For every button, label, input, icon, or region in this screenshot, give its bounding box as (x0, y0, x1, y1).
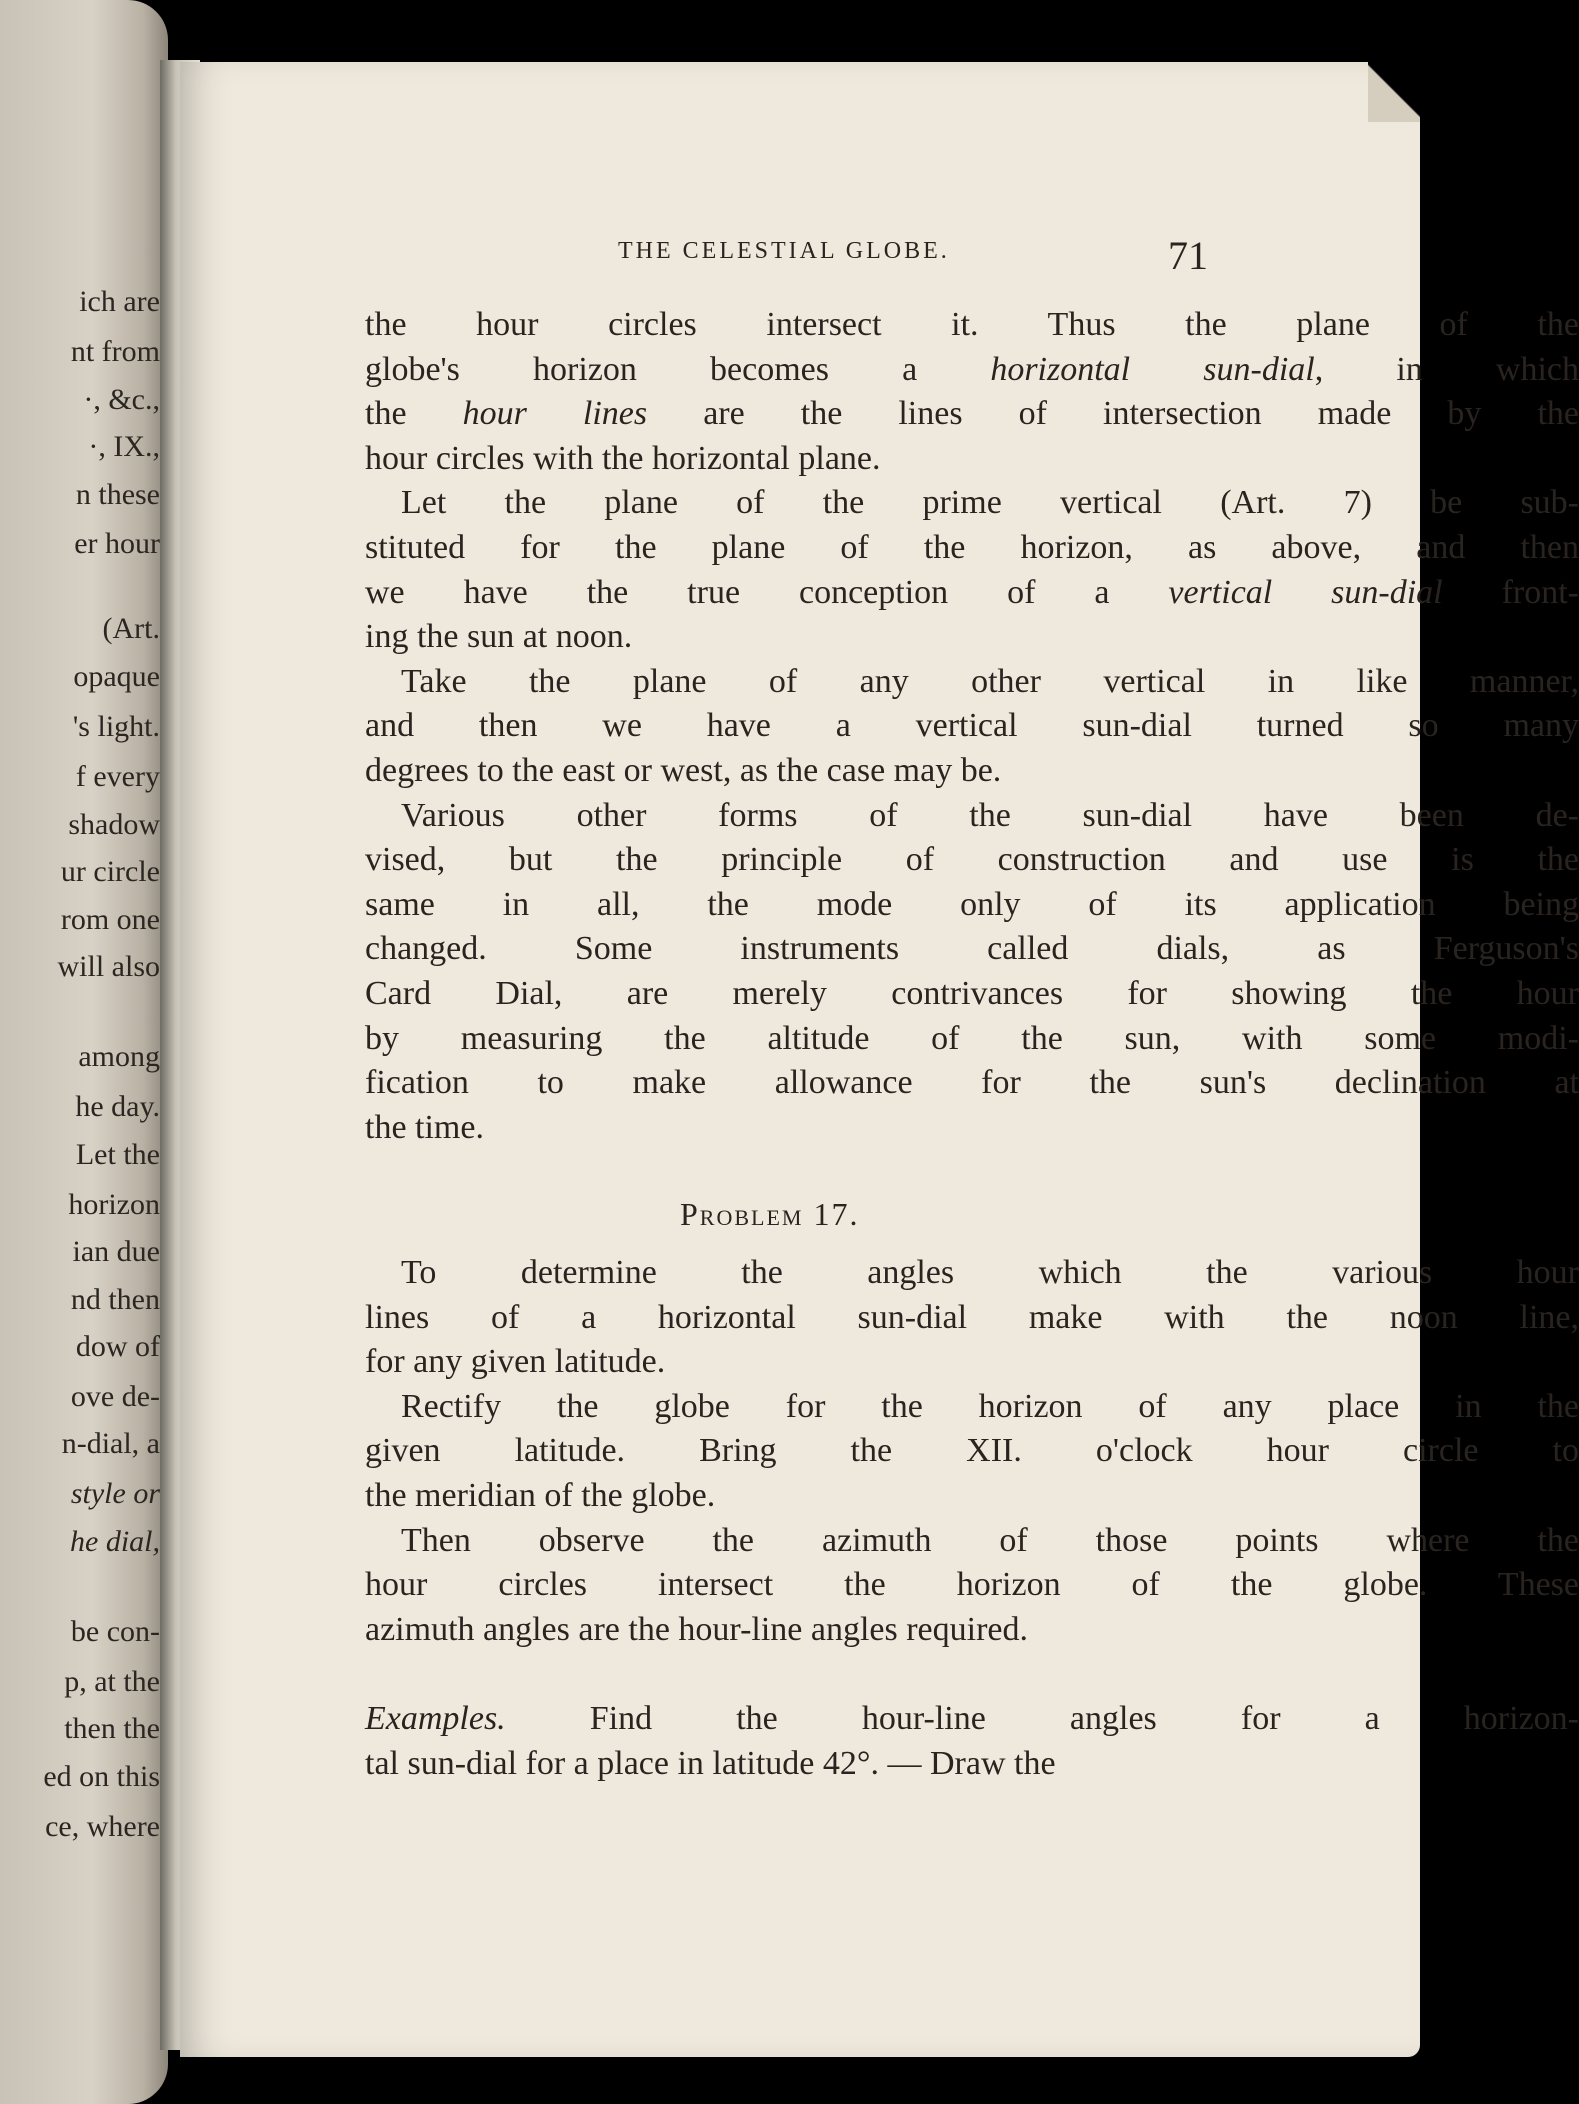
facing-page-fragment: among (78, 1040, 160, 1073)
folded-corner (1368, 62, 1420, 122)
text-line (365, 529, 1579, 567)
facing-page-fragment: ed on this (43, 1760, 160, 1793)
text-run: ing the sun at noon. (365, 618, 633, 656)
italic-term: vertical sun-dial (1168, 573, 1443, 611)
text-line (365, 618, 1579, 656)
text-line (365, 975, 1579, 1013)
facing-page-fragment: ·, IX., (88, 430, 160, 463)
facing-page-fragment: style or (70, 1477, 160, 1510)
text-run: stituted for the plane of the horizon, as above, and then (365, 529, 1579, 566)
facing-page-fragment: rom one (60, 903, 160, 936)
facing-page-fragment: f every (75, 760, 160, 793)
facing-page-fragment: n-dial, a (61, 1427, 160, 1460)
text-line (365, 1299, 1579, 1337)
text-run: degrees to the east or west, as the case may be. (365, 752, 1002, 789)
text-run: front- (1442, 573, 1579, 611)
text-line (365, 440, 1579, 478)
facing-page-fragment: ce, where (45, 1810, 160, 1843)
text-run: fication to make allowance for the sun's declination at (365, 1064, 1579, 1102)
text-line (401, 663, 1579, 701)
text-line (365, 707, 1579, 745)
facing-page-fragment: horizon (68, 1188, 160, 1221)
text-run: Various other forms of the sun-dial have been de- (401, 796, 1579, 834)
text-line (365, 752, 1579, 790)
facing-page-fragment: ·, &c., (83, 383, 160, 416)
facing-page-fragment: will also (57, 950, 160, 983)
text-run: the hour circles intersect it. Thus the plane of the (365, 306, 1579, 343)
text-run: lines of a horizontal sun-dial make with the noon line, (365, 1298, 1579, 1336)
text-line (401, 797, 1579, 835)
text-run: same in all, the mode only of its application being (365, 885, 1579, 923)
text-run: we have the true conception of a (365, 573, 1169, 611)
text-line (365, 574, 1579, 612)
text-run: hour circles intersect the horizon of the globe. These (365, 1566, 1579, 1604)
text-run: Find the hour-line angles for a horizon- (505, 1700, 1579, 1737)
facing-page-fragment: then the (64, 1712, 160, 1745)
facing-page-fragment: he dial, (70, 1525, 160, 1558)
page-number: 71 (1168, 233, 1208, 278)
text-run: hour circles with the horizontal plane. (365, 439, 881, 477)
italic-term: hour lines (462, 395, 648, 433)
text-run: Rectify the globe for the horizon of any place in the (401, 1387, 1579, 1425)
facing-page-edge (0, 0, 168, 2104)
text-run: and then we have a vertical sun-dial turned so many (365, 707, 1579, 745)
facing-page-fragment: 's light. (72, 710, 160, 743)
text-line (365, 1566, 1579, 1604)
text-line (401, 1522, 1579, 1560)
facing-page-fragment: er hour (74, 527, 160, 560)
text-line (365, 351, 1579, 389)
facing-page-fragment: he day. (75, 1090, 160, 1123)
facing-page-fragment: be con- (70, 1615, 160, 1648)
text-run: by measuring the altitude of the sun, with some modi- (365, 1019, 1579, 1057)
text-run: Take the plane of any other vertical in like manner, (401, 662, 1579, 700)
text-line (401, 1388, 1579, 1426)
text-run: To determine the angles which the various hour (401, 1254, 1579, 1291)
text-line (365, 1611, 1579, 1649)
italic-term: horizontal sun-dial (990, 350, 1315, 388)
text-run: for any given latitude. (365, 1343, 666, 1381)
problem-heading: Problem 17. (680, 1196, 860, 1232)
book-page (180, 62, 1579, 2057)
text-run: the meridian of the globe. (365, 1477, 716, 1514)
text-run: Card Dial, are merely contrivances for showing the hour (365, 975, 1579, 1012)
text-line (365, 1064, 1579, 1102)
facing-page-fragment: ian due (72, 1235, 160, 1268)
text-line (365, 841, 1579, 879)
text-line (365, 1745, 1579, 1783)
facing-page-fragment: nt from (70, 335, 160, 368)
text-run: tal sun-dial for a place in latitude 42°. — Draw the (365, 1744, 1056, 1782)
text-run: globe's horizon becomes a (365, 350, 991, 388)
text-line (365, 1109, 1579, 1147)
text-line (365, 1432, 1579, 1470)
text-run: , in which (1314, 350, 1579, 388)
text-line (365, 395, 1579, 433)
text-line (365, 930, 1579, 968)
text-run: Then observe the azimuth of those points where the (401, 1521, 1579, 1559)
facing-page-fragment: (Art. (102, 612, 160, 645)
text-line (365, 1700, 1579, 1738)
text-run: the (365, 395, 463, 433)
text-line (365, 306, 1579, 344)
text-run: azimuth angles are the hour-line angles required. (365, 1610, 1028, 1648)
facing-page-fragment: Let the (75, 1138, 160, 1171)
running-head: THE CELESTIAL GLOBE. (618, 238, 950, 264)
text-line (365, 886, 1579, 924)
text-line (401, 484, 1579, 522)
text-run: Let the plane of the prime vertical (Art. 7) be sub- (401, 484, 1579, 522)
facing-page-fragment: n these (75, 478, 160, 511)
facing-page-fragment: ur circle (60, 855, 160, 888)
text-run: changed. Some instruments called dials, as Ferguson's (365, 930, 1579, 968)
text-run: vised, but the principle of construction and use is the (365, 841, 1579, 879)
facing-page-fragment: shadow (68, 808, 160, 841)
text-run: given latitude. Bring the XII. o'clock hour circle to (365, 1432, 1579, 1470)
text-line (401, 1254, 1579, 1292)
text-line (365, 1343, 1579, 1381)
facing-page-fragment: ove de- (70, 1380, 160, 1413)
text-run: the time. (365, 1108, 484, 1146)
text-line (365, 1020, 1579, 1058)
text-run: are the lines of intersection made by the (647, 395, 1579, 433)
italic-term: Examples. (365, 1700, 506, 1737)
facing-page-fragment: ich are (79, 285, 160, 318)
page-text-block (365, 62, 1579, 1962)
facing-page-fragment: nd then (70, 1283, 160, 1316)
facing-page-fragment: p, at the (64, 1665, 160, 1698)
facing-page-fragment: opaque (73, 660, 160, 693)
text-line (365, 1477, 1579, 1515)
facing-page-fragment: dow of (75, 1330, 160, 1363)
